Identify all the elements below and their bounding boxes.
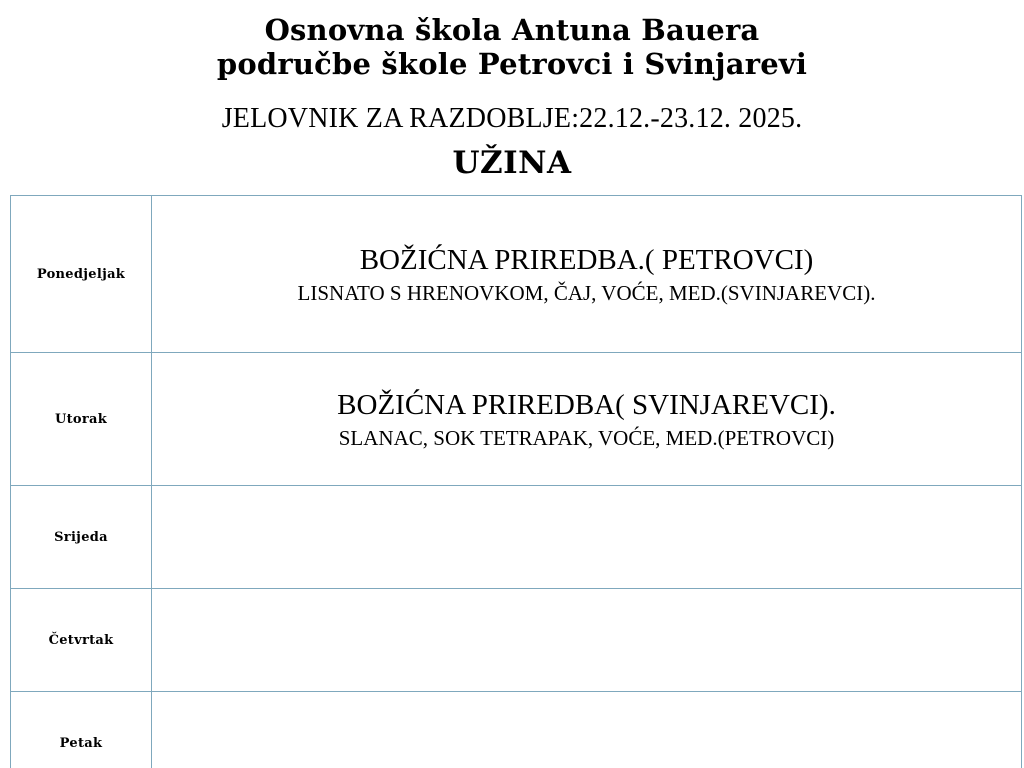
menu-period: JELOVNIK ZA RAZDOBLJE:22.12.-23.12. 2025. bbox=[221, 103, 803, 135]
school-name-line-1: Osnovna škola Antuna Bauera bbox=[264, 13, 760, 47]
table-row bbox=[11, 589, 1022, 692]
menu-sub-text: LISNATO S HRENOVKOM, ČAJ, VOĆE, MED.(SVINJAREVCI). bbox=[297, 280, 876, 305]
table-row bbox=[11, 692, 1022, 768]
day-label-utorak: Utorak bbox=[11, 353, 152, 486]
menu-table bbox=[10, 195, 1022, 768]
menu-cell-petak bbox=[152, 692, 1022, 768]
school-name bbox=[0, 14, 1024, 81]
menu-sub-text: SLANAC, SOK TETRAPAK, VOĆE, MED.(PETROVCI) bbox=[338, 425, 835, 450]
table-row bbox=[11, 196, 1022, 353]
table-row bbox=[11, 353, 1022, 486]
menu-main-text: BOŽIĆNA PRIREDBA( SVINJAREVCI). bbox=[337, 388, 836, 421]
meal-type-title: UŽINA bbox=[452, 145, 572, 182]
document-header bbox=[0, 0, 1024, 181]
school-name-line-2: područbe škole Petrovci i Svinjarevi bbox=[216, 46, 808, 81]
menu-cell-srijeda bbox=[152, 486, 1022, 589]
day-label-ponedjeljak: Ponedjeljak bbox=[11, 196, 152, 353]
table-row bbox=[11, 486, 1022, 589]
menu-cell-utorak bbox=[152, 353, 1022, 486]
menu-cell-cetvrtak bbox=[152, 589, 1022, 692]
menu-cell-ponedjeljak bbox=[152, 196, 1022, 353]
day-label-srijeda: Srijeda bbox=[11, 486, 152, 589]
menu-main-text: BOŽIĆNA PRIREDBA.( PETROVCI) bbox=[359, 243, 814, 276]
day-label-cetvrtak: Četvrtak bbox=[11, 589, 152, 692]
day-label-petak: Petak bbox=[11, 692, 152, 768]
